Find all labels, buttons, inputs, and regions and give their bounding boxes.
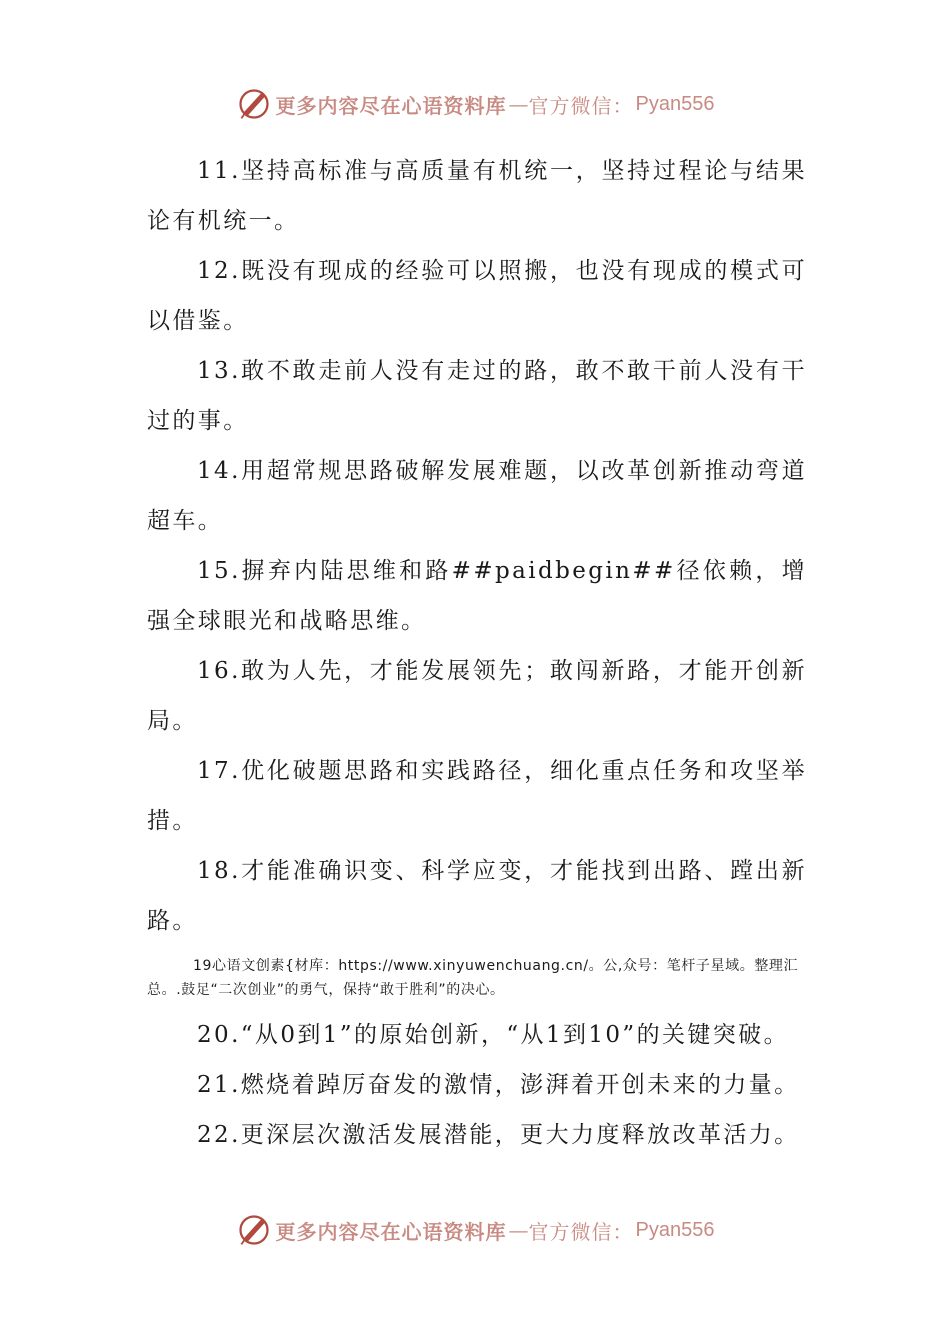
paragraph-20: 20.“从0到1”的原始创新，“从1到10”的关键突破。: [197, 1022, 789, 1048]
header-banner: [0, 82, 950, 126]
pen-logo-icon: [236, 86, 272, 122]
wechat-id: Pyan556: [635, 1218, 715, 1241]
paragraph-13: 13.敢不敢走前人没有走过的路，敢不敢干前人没有干过的事。: [147, 358, 807, 434]
banner-separator: —: [508, 1218, 527, 1242]
paragraph-21: 21.燃烧着踔厉奋发的激情，澎湃着开创未来的力量。: [197, 1072, 800, 1098]
banner-separator: —: [508, 92, 527, 116]
wechat-label: 官方微信：: [528, 93, 634, 118]
banner-text: 更多内容尽在心语资料库: [275, 1219, 507, 1244]
pen-logo-icon: [236, 1212, 272, 1248]
paragraph-14: 14.用超常规思路破解发展难题，以改革创新推动弯道超车。: [147, 458, 807, 534]
paragraph-17: 17.优化破题思路和实践路径，细化重点任务和攻坚举措。: [147, 758, 807, 834]
wechat-id: Pyan556: [635, 92, 715, 115]
banner-text: 更多内容尽在心语资料库: [275, 93, 507, 118]
paragraph-12: 12.既没有现成的经验可以照搬，也没有现成的模式可以借鉴。: [147, 258, 807, 334]
paragraph-22: 22.更深层次激活发展潜能，更大力度释放改革活力。: [197, 1122, 800, 1148]
paragraph-15: 15.摒弃内陆思维和路##paidbegin##径依赖，增强全球眼光和战略思维。: [147, 558, 807, 634]
paragraph-19-note: 19心语文创素{材库：https://www.xinyuwenchuang.cn/。公,众号：笔杆子星域。整理汇总。.鼓足“二次创业”的勇气，保持“敢于胜利”的决心。: [147, 958, 799, 998]
paragraph-11: 11.坚持高标准与高质量有机统一，坚持过程论与结果论有机统一。: [147, 158, 807, 234]
wechat-label: 官方微信：: [528, 1219, 634, 1244]
paragraph-18: 18.才能准确识变、科学应变，才能找到出路、蹚出新路。: [147, 858, 807, 934]
footer-banner: [0, 1208, 950, 1252]
paragraph-16: 16.敢为人先，才能发展领先；敢闯新路，才能开创新局。: [147, 658, 807, 734]
document-body: [147, 146, 807, 1160]
